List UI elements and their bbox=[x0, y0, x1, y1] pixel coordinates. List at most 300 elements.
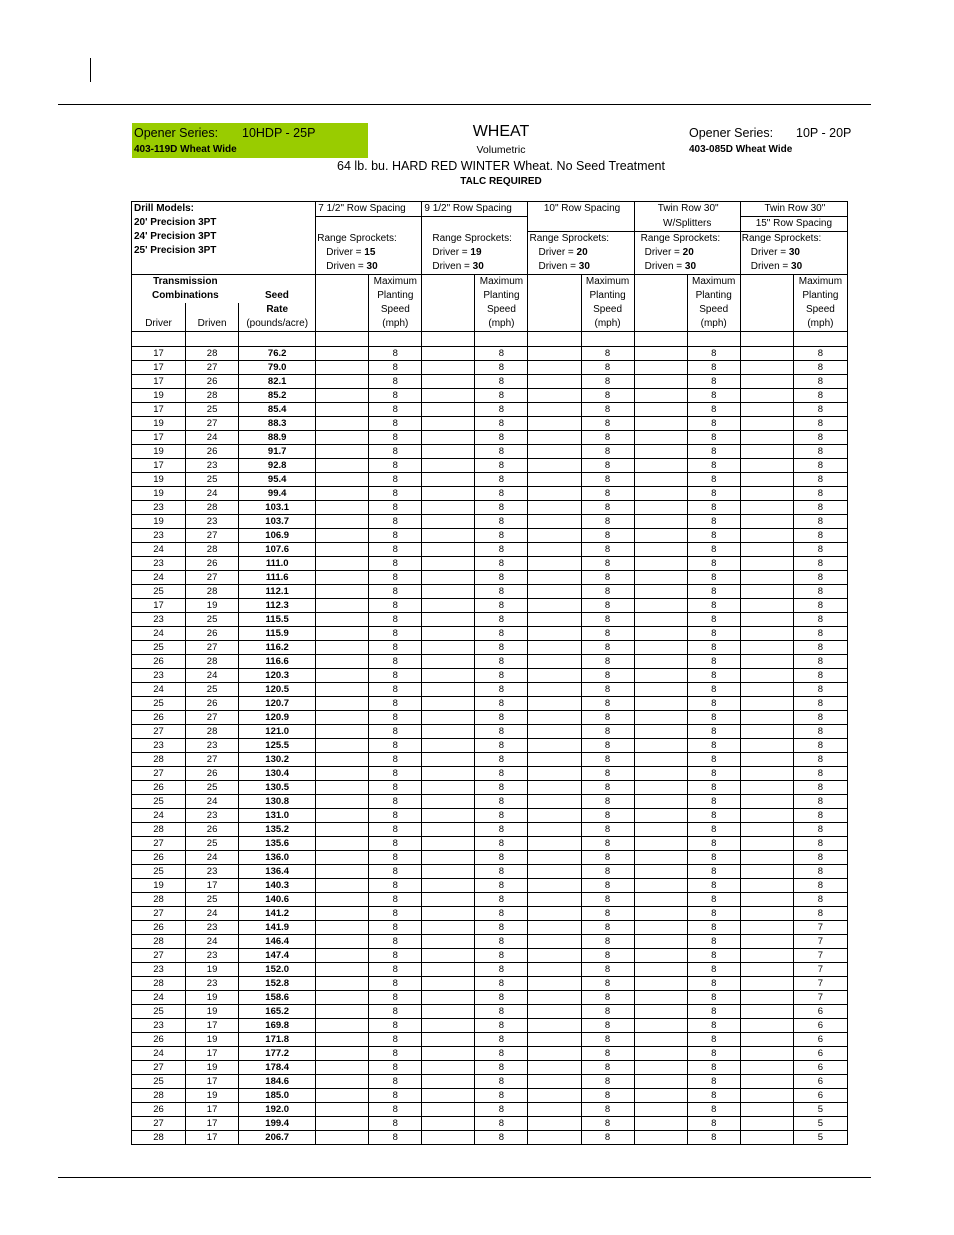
speed-spacer-cell bbox=[528, 599, 581, 613]
driver-eq-label: Driver = bbox=[326, 247, 365, 258]
driven-sprocket-3 bbox=[528, 260, 634, 275]
max-speed-cell-2: 8 bbox=[475, 1033, 528, 1047]
table-row bbox=[132, 1019, 848, 1033]
table-row bbox=[132, 879, 848, 893]
max-speed-cell-2: 8 bbox=[475, 1117, 528, 1131]
max-speed-cell-4: 8 bbox=[687, 739, 740, 753]
max-speed-cell-4: 8 bbox=[687, 375, 740, 389]
max-speed-cell-4: 8 bbox=[687, 655, 740, 669]
driver-cell: 23 bbox=[132, 501, 186, 515]
max-speed-cell-5: 8 bbox=[793, 403, 847, 417]
driver-cell: 25 bbox=[132, 865, 186, 879]
table-row bbox=[132, 1061, 848, 1075]
driver-head-blank bbox=[132, 303, 186, 317]
speed-spacer-cell bbox=[634, 977, 687, 991]
max-speed-cell-1: 8 bbox=[369, 1061, 422, 1075]
max-speed-cell-3: 8 bbox=[581, 529, 634, 543]
seed-rate-cell: 130.4 bbox=[239, 767, 316, 781]
speed-spacer-cell bbox=[316, 515, 369, 529]
table-row bbox=[132, 473, 848, 487]
speed-spacer-cell bbox=[422, 907, 475, 921]
seed-rate-cell: 103.1 bbox=[239, 501, 316, 515]
speed-spacer-cell bbox=[634, 473, 687, 487]
driven-eq-label: Driven = bbox=[750, 261, 792, 272]
speed-spacer-cell bbox=[528, 473, 581, 487]
max-speed-cell-5: 8 bbox=[793, 361, 847, 375]
table-row bbox=[132, 921, 848, 935]
max-speed-cell-1: 8 bbox=[369, 529, 422, 543]
max-speed-cell-5: 8 bbox=[793, 417, 847, 431]
max-speed-cell-5: 8 bbox=[793, 739, 847, 753]
speed-spacer-cell bbox=[634, 529, 687, 543]
max-speed-cell-5: 5 bbox=[793, 1117, 847, 1131]
max-speed-cell-2: 8 bbox=[475, 585, 528, 599]
speed-spacer-cell bbox=[634, 1047, 687, 1061]
max-speed-cell-2: 8 bbox=[475, 991, 528, 1005]
spacing-col-3: 10" Row Spacing bbox=[528, 202, 634, 217]
driver-cell: 28 bbox=[132, 935, 186, 949]
driven-cell: 26 bbox=[186, 375, 239, 389]
max-speed-cell-1: 8 bbox=[369, 1103, 422, 1117]
driven-cell: 27 bbox=[186, 417, 239, 431]
page-corner-mark bbox=[90, 58, 91, 82]
driven-col-label: Driven bbox=[186, 317, 239, 332]
max-speed-cell-3: 8 bbox=[581, 571, 634, 585]
max-speed-cell-4: 8 bbox=[687, 641, 740, 655]
max-speed-cell-5: 8 bbox=[793, 627, 847, 641]
speed-spacer-cell bbox=[316, 1103, 369, 1117]
driver-cell: 27 bbox=[132, 767, 186, 781]
max-speed-cell-4: 8 bbox=[687, 389, 740, 403]
driver-cell: 17 bbox=[132, 599, 186, 613]
max-speed-cell-2: 8 bbox=[475, 935, 528, 949]
max-speed-cell-5: 6 bbox=[793, 1061, 847, 1075]
speed-spacer-cell bbox=[316, 809, 369, 823]
driver-cell: 23 bbox=[132, 557, 186, 571]
pounds-acre-label: (pounds/acre) bbox=[239, 317, 316, 332]
speed-spacer-cell bbox=[528, 543, 581, 557]
max-speed-cell-5: 8 bbox=[793, 501, 847, 515]
speed-blank-4b bbox=[634, 289, 687, 303]
spacing-extra-4: W/Splitters bbox=[634, 217, 740, 232]
max-speed-cell-4: 8 bbox=[687, 1047, 740, 1061]
max-speed-cell-3: 8 bbox=[581, 515, 634, 529]
max-speed-cell-1: 8 bbox=[369, 963, 422, 977]
speed-spacer-cell bbox=[316, 991, 369, 1005]
drill-model-24: 24' Precision 3PT bbox=[134, 231, 217, 242]
speed-spacer-cell bbox=[528, 417, 581, 431]
seed-rate-cell: 178.4 bbox=[239, 1061, 316, 1075]
driver-cell: 17 bbox=[132, 431, 186, 445]
speed-spacer-cell bbox=[740, 585, 793, 599]
spacer-cell bbox=[687, 332, 740, 347]
max-speed-cell-5: 7 bbox=[793, 921, 847, 935]
speed-spacer-cell bbox=[740, 823, 793, 837]
driven-cell: 19 bbox=[186, 599, 239, 613]
speed-spacer-cell bbox=[528, 613, 581, 627]
speed-spacer-cell bbox=[634, 697, 687, 711]
speed-spacer-cell bbox=[528, 753, 581, 767]
driver-cell: 28 bbox=[132, 823, 186, 837]
driven-cell: 25 bbox=[186, 613, 239, 627]
max-speed-cell-3: 8 bbox=[581, 1103, 634, 1117]
speed-spacer-cell bbox=[422, 431, 475, 445]
speed-spacer-cell bbox=[740, 403, 793, 417]
spacing-col-5: Twin Row 30" bbox=[740, 202, 847, 217]
table-row bbox=[132, 711, 848, 725]
max-speed-cell-1: 8 bbox=[369, 669, 422, 683]
max-speed-cell-5: 8 bbox=[793, 711, 847, 725]
driver-sprocket-3 bbox=[528, 246, 634, 260]
seed-rate-cell: 85.2 bbox=[239, 389, 316, 403]
speed-spacer-cell bbox=[740, 809, 793, 823]
seed-rate-cell: 120.9 bbox=[239, 711, 316, 725]
max-speed-cell-5: 8 bbox=[793, 641, 847, 655]
speed-spacer-cell bbox=[740, 795, 793, 809]
speed-spacer-cell bbox=[528, 739, 581, 753]
max-speed-cell-5: 7 bbox=[793, 949, 847, 963]
speed-spacer-cell bbox=[316, 655, 369, 669]
drill-models-label: Drill Models: bbox=[134, 203, 195, 214]
speed-spacer-cell bbox=[528, 1019, 581, 1033]
speed-spacer-cell bbox=[634, 1075, 687, 1089]
max-speed-cell-3: 8 bbox=[581, 403, 634, 417]
max-speed-cell-1: 8 bbox=[369, 977, 422, 991]
speed-blank-5 bbox=[740, 275, 793, 290]
speed-spacer-cell bbox=[740, 599, 793, 613]
driven-cell: 27 bbox=[186, 711, 239, 725]
speed-spacer-cell bbox=[528, 851, 581, 865]
max-speed-cell-4: 8 bbox=[687, 879, 740, 893]
max-speed-cell-1: 8 bbox=[369, 935, 422, 949]
rate-label: Rate bbox=[239, 303, 316, 317]
seed-rate-cell: 79.0 bbox=[239, 361, 316, 375]
driver-cell: 27 bbox=[132, 1117, 186, 1131]
driver-cell: 23 bbox=[132, 529, 186, 543]
speed-spacer-cell bbox=[740, 445, 793, 459]
max-speed-cell-2: 8 bbox=[475, 1005, 528, 1019]
maximum-label-4: Maximum bbox=[687, 275, 740, 290]
spacer-cell bbox=[528, 332, 581, 347]
driver-cell: 23 bbox=[132, 1019, 186, 1033]
max-speed-cell-1: 8 bbox=[369, 1047, 422, 1061]
max-speed-cell-3: 8 bbox=[581, 879, 634, 893]
max-speed-cell-4: 8 bbox=[687, 949, 740, 963]
speed-blank-4 bbox=[634, 275, 687, 290]
max-speed-cell-3: 8 bbox=[581, 473, 634, 487]
speed-spacer-cell bbox=[528, 1005, 581, 1019]
max-speed-cell-1: 8 bbox=[369, 851, 422, 865]
speed-spacer-cell bbox=[634, 641, 687, 655]
speed-spacer-cell bbox=[528, 1103, 581, 1117]
speed-spacer-cell bbox=[316, 795, 369, 809]
speed-spacer-cell bbox=[316, 865, 369, 879]
max-speed-cell-2: 8 bbox=[475, 487, 528, 501]
driven-cell: 19 bbox=[186, 1089, 239, 1103]
driver-cell: 26 bbox=[132, 711, 186, 725]
speed-spacer-cell bbox=[634, 935, 687, 949]
max-speed-cell-3: 8 bbox=[581, 487, 634, 501]
max-speed-cell-2: 8 bbox=[475, 1131, 528, 1145]
driver-cell: 24 bbox=[132, 991, 186, 1005]
max-speed-cell-5: 8 bbox=[793, 431, 847, 445]
speed-spacer-cell bbox=[634, 627, 687, 641]
table-row bbox=[132, 809, 848, 823]
max-speed-cell-1: 8 bbox=[369, 431, 422, 445]
max-speed-cell-5: 8 bbox=[793, 655, 847, 669]
speed-spacer-cell bbox=[422, 1061, 475, 1075]
table-row bbox=[132, 781, 848, 795]
speed-spacer-cell bbox=[316, 1047, 369, 1061]
speed-spacer-cell bbox=[740, 893, 793, 907]
opener-left-label: Opener Series: bbox=[134, 126, 219, 140]
speed-spacer-cell bbox=[422, 851, 475, 865]
max-speed-cell-5: 6 bbox=[793, 1005, 847, 1019]
max-speed-cell-4: 8 bbox=[687, 753, 740, 767]
crop-title: WHEAT bbox=[472, 123, 530, 140]
max-speed-cell-1: 8 bbox=[369, 781, 422, 795]
max-speed-cell-5: 6 bbox=[793, 1089, 847, 1103]
max-speed-cell-1: 8 bbox=[369, 347, 422, 361]
table-row bbox=[132, 375, 848, 389]
speed-spacer-cell bbox=[422, 543, 475, 557]
max-speed-cell-1: 8 bbox=[369, 837, 422, 851]
table-row bbox=[132, 627, 848, 641]
max-speed-cell-2: 8 bbox=[475, 725, 528, 739]
max-speed-cell-1: 8 bbox=[369, 459, 422, 473]
table-row bbox=[132, 543, 848, 557]
speed-spacer-cell bbox=[316, 823, 369, 837]
speed-spacer-cell bbox=[740, 515, 793, 529]
driver-cell: 28 bbox=[132, 1089, 186, 1103]
speed-spacer-cell bbox=[740, 1117, 793, 1131]
max-speed-cell-2: 8 bbox=[475, 683, 528, 697]
table-row bbox=[132, 851, 848, 865]
driver-sprocket-5 bbox=[740, 246, 847, 260]
speed-spacer-cell bbox=[316, 641, 369, 655]
max-speed-cell-4: 8 bbox=[687, 935, 740, 949]
driven-cell: 26 bbox=[186, 697, 239, 711]
max-speed-cell-1: 8 bbox=[369, 921, 422, 935]
seed-rate-cell: 91.7 bbox=[239, 445, 316, 459]
speed-blank-4d bbox=[634, 317, 687, 332]
driver-cell: 23 bbox=[132, 613, 186, 627]
speed-spacer-cell bbox=[422, 599, 475, 613]
max-speed-cell-2: 8 bbox=[475, 907, 528, 921]
speed-spacer-cell bbox=[634, 585, 687, 599]
max-speed-cell-3: 8 bbox=[581, 557, 634, 571]
max-speed-cell-2: 8 bbox=[475, 1061, 528, 1075]
speed-spacer-cell bbox=[528, 403, 581, 417]
max-speed-cell-5: 8 bbox=[793, 851, 847, 865]
opener-series-right bbox=[689, 126, 889, 160]
max-speed-cell-2: 8 bbox=[475, 949, 528, 963]
driven-cell: 26 bbox=[186, 823, 239, 837]
mph-label-3: (mph) bbox=[581, 317, 634, 332]
spacer-cell bbox=[581, 332, 634, 347]
seed-rate-cell: 125.5 bbox=[239, 739, 316, 753]
speed-spacer-cell bbox=[422, 375, 475, 389]
speed-spacer-cell bbox=[634, 557, 687, 571]
driven-cell: 28 bbox=[186, 347, 239, 361]
speed-spacer-cell bbox=[528, 809, 581, 823]
max-speed-cell-1: 8 bbox=[369, 585, 422, 599]
speed-spacer-cell bbox=[740, 375, 793, 389]
range-sprockets-4: Range Sprockets: bbox=[634, 232, 740, 247]
max-speed-cell-2: 8 bbox=[475, 445, 528, 459]
speed-spacer-cell bbox=[316, 613, 369, 627]
driven-cell: 27 bbox=[186, 529, 239, 543]
extra-cell-1 bbox=[316, 217, 422, 232]
table-row bbox=[132, 1089, 848, 1103]
max-speed-cell-5: 8 bbox=[793, 795, 847, 809]
max-speed-cell-4: 8 bbox=[687, 781, 740, 795]
driven-sprocket-value: 30 bbox=[578, 261, 590, 272]
driver-cell: 27 bbox=[132, 1061, 186, 1075]
mph-label-4: (mph) bbox=[687, 317, 740, 332]
speed-blank-2b bbox=[422, 289, 475, 303]
speed-spacer-cell bbox=[528, 893, 581, 907]
max-speed-cell-4: 8 bbox=[687, 501, 740, 515]
max-speed-cell-3: 8 bbox=[581, 417, 634, 431]
spacer-cell bbox=[422, 332, 475, 347]
speed-spacer-cell bbox=[528, 1075, 581, 1089]
max-speed-cell-5: 8 bbox=[793, 725, 847, 739]
seed-rate-cell: 177.2 bbox=[239, 1047, 316, 1061]
driven-cell: 17 bbox=[186, 1075, 239, 1089]
speed-spacer-cell bbox=[634, 1061, 687, 1075]
max-speed-cell-3: 8 bbox=[581, 1061, 634, 1075]
max-speed-cell-1: 8 bbox=[369, 557, 422, 571]
max-speed-cell-1: 8 bbox=[369, 725, 422, 739]
driven-head-blank bbox=[186, 303, 239, 317]
speed-spacer-cell bbox=[422, 1117, 475, 1131]
max-speed-cell-3: 8 bbox=[581, 781, 634, 795]
speed-spacer-cell bbox=[528, 347, 581, 361]
speed-spacer-cell bbox=[528, 781, 581, 795]
speed-label-4: Speed bbox=[687, 303, 740, 317]
max-speed-cell-4: 8 bbox=[687, 557, 740, 571]
table-row bbox=[132, 893, 848, 907]
speed-spacer-cell bbox=[634, 725, 687, 739]
driven-cell: 19 bbox=[186, 991, 239, 1005]
max-speed-cell-5: 8 bbox=[793, 347, 847, 361]
max-speed-cell-2: 8 bbox=[475, 571, 528, 585]
speed-spacer-cell bbox=[316, 851, 369, 865]
speed-spacer-cell bbox=[634, 1005, 687, 1019]
max-speed-cell-3: 8 bbox=[581, 697, 634, 711]
speed-spacer-cell bbox=[528, 949, 581, 963]
driven-eq-label: Driven = bbox=[644, 261, 685, 272]
max-speed-cell-5: 7 bbox=[793, 991, 847, 1005]
max-speed-cell-5: 8 bbox=[793, 599, 847, 613]
max-speed-cell-3: 8 bbox=[581, 543, 634, 557]
speed-spacer-cell bbox=[422, 459, 475, 473]
max-speed-cell-1: 8 bbox=[369, 1117, 422, 1131]
speed-blank-1d bbox=[316, 317, 369, 332]
driver-cell: 19 bbox=[132, 487, 186, 501]
drill-model-20: 20' Precision 3PT bbox=[134, 217, 217, 228]
driven-cell: 25 bbox=[186, 473, 239, 487]
speed-spacer-cell bbox=[528, 515, 581, 529]
max-speed-cell-5: 8 bbox=[793, 683, 847, 697]
max-speed-cell-2: 8 bbox=[475, 515, 528, 529]
speed-spacer-cell bbox=[422, 711, 475, 725]
speed-spacer-cell bbox=[422, 865, 475, 879]
speed-spacer-cell bbox=[634, 893, 687, 907]
spacer-cell bbox=[316, 332, 369, 347]
driven-cell: 26 bbox=[186, 557, 239, 571]
max-speed-cell-3: 8 bbox=[581, 725, 634, 739]
speed-blank-5c bbox=[740, 303, 793, 317]
driver-cell: 26 bbox=[132, 781, 186, 795]
max-speed-cell-4: 8 bbox=[687, 361, 740, 375]
max-speed-cell-1: 8 bbox=[369, 375, 422, 389]
driver-cell: 19 bbox=[132, 417, 186, 431]
max-speed-cell-3: 8 bbox=[581, 641, 634, 655]
seed-rate-cell: 206.7 bbox=[239, 1131, 316, 1145]
speed-spacer-cell bbox=[740, 711, 793, 725]
speed-spacer-cell bbox=[634, 1033, 687, 1047]
speed-spacer-cell bbox=[634, 963, 687, 977]
driven-cell: 26 bbox=[186, 627, 239, 641]
opener-left-line bbox=[134, 126, 316, 140]
speed-spacer-cell bbox=[528, 389, 581, 403]
speed-spacer-cell bbox=[316, 375, 369, 389]
speed-blank-4c bbox=[634, 303, 687, 317]
driver-sprocket-1 bbox=[316, 246, 422, 260]
max-speed-cell-1: 8 bbox=[369, 711, 422, 725]
max-speed-cell-5: 8 bbox=[793, 473, 847, 487]
max-speed-cell-4: 8 bbox=[687, 1033, 740, 1047]
table-row bbox=[132, 823, 848, 837]
speed-spacer-cell bbox=[740, 1033, 793, 1047]
driver-cell: 26 bbox=[132, 1103, 186, 1117]
driven-cell: 26 bbox=[186, 445, 239, 459]
max-speed-cell-2: 8 bbox=[475, 375, 528, 389]
table-row bbox=[132, 907, 848, 921]
driver-eq-label: Driver = bbox=[750, 247, 789, 258]
max-speed-cell-4: 8 bbox=[687, 963, 740, 977]
speed-spacer-cell bbox=[422, 725, 475, 739]
driver-cell: 25 bbox=[132, 1005, 186, 1019]
speed-spacer-cell bbox=[528, 1131, 581, 1145]
max-speed-cell-3: 8 bbox=[581, 361, 634, 375]
table-row bbox=[132, 599, 848, 613]
seed-rate-cell: 95.4 bbox=[239, 473, 316, 487]
speed-spacer-cell bbox=[634, 417, 687, 431]
speed-spacer-cell bbox=[634, 767, 687, 781]
planting-label-1: Planting bbox=[369, 289, 422, 303]
max-speed-cell-3: 8 bbox=[581, 1005, 634, 1019]
table-row bbox=[132, 935, 848, 949]
max-speed-cell-2: 8 bbox=[475, 543, 528, 557]
speed-spacer-cell bbox=[528, 375, 581, 389]
speed-spacer-cell bbox=[316, 921, 369, 935]
max-speed-cell-2: 8 bbox=[475, 837, 528, 851]
speed-spacer-cell bbox=[528, 557, 581, 571]
seed-rate-cell: 120.3 bbox=[239, 669, 316, 683]
max-speed-cell-2: 8 bbox=[475, 697, 528, 711]
speed-spacer-cell bbox=[422, 921, 475, 935]
table-row bbox=[132, 753, 848, 767]
max-speed-cell-3: 8 bbox=[581, 711, 634, 725]
max-speed-cell-4: 8 bbox=[687, 669, 740, 683]
driver-cell: 19 bbox=[132, 515, 186, 529]
speed-spacer-cell bbox=[422, 879, 475, 893]
spacer-cell bbox=[369, 332, 422, 347]
driver-cell: 24 bbox=[132, 809, 186, 823]
